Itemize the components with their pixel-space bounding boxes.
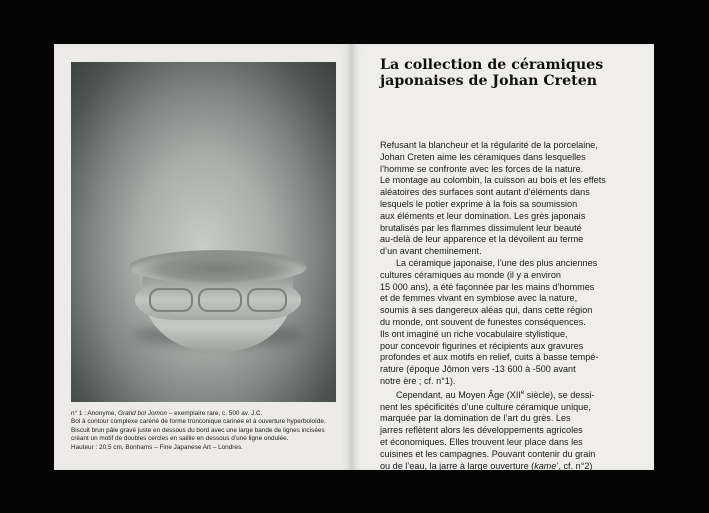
- photo-caption: [71, 410, 341, 452]
- caption-line: Hauteur : 20,5 cm, Bonhams – Fine Japanese Art – Londres.: [71, 443, 243, 451]
- bowl-photograph: [71, 62, 336, 402]
- bowl-motif: [247, 288, 287, 312]
- paragraph-1: Refusant la blancheur et la régularité de la porcelaine, Johan Creten aime les céramiques dans lesquelles l’homme se confronte avec les forces de la nature. Le montage au colombin, la cuisson au bois et les effets aléatoires des surfaces sont autant d’éléments dans lesquels le potier exprime à la fois sa soumission aux éléments et leur domination. Les grès japonais brutalisés par les flammes dissimulent leur beauté au-delà de leur apparence et la dévoilent au terme d’un avant cheminement.: [380, 140, 606, 257]
- caption-line: n° 1 : Anonyme, Grand bol Jomon – exemplaire rare, c. 500 av. J.C.: [71, 410, 263, 417]
- article-body: [380, 140, 642, 470]
- caption-line: Bol à contour complexe caréné de forme tronconique carinée et à ouverture hyperboloïde.: [71, 418, 326, 426]
- article-title: La collection de céramiques japonaises de Johan Creten: [380, 57, 604, 89]
- left-page: [54, 44, 352, 470]
- right-page: [352, 44, 654, 470]
- bowl-rim: [129, 250, 307, 284]
- paragraph-3: Cependant, au Moyen Âge (XIIe siècle), se dessi- nent les spécificités d’une culture céramique unique, marquée par la domination de l’art du grès. Les jarres reflètent alors les développements agricoles et économiques. Elles trouvent leur place dans les cuisines et les campagnes. Pouvant contenir du grain ou de l’eau, la jarre à large ouverture (kame’, cf. n°2): [380, 389, 596, 470]
- bowl-motif: [149, 288, 193, 312]
- caption-line: Biscuit brun pâle gravé juste en dessous du bord avec une large bande de lignes incisées: [71, 426, 325, 434]
- caption-line: créant un motif de doubles cercles en saillie en dessous d’une ligne ondulée.: [71, 435, 289, 443]
- paragraph-2: La céramique japonaise, l’une des plus anciennes cultures céramiques au monde (il y a environ 15 000 ans), a été façonnée par les mains d’hommes et de femmes vivant en symbiose avec la nature, soumis à ses dangereux aléas qui, dans cette région du monde, ont souvent de funestes conséquences. Ils ont imaginé un riche vocabulaire stylistique, pour concevoir figurines et récipients aux gravures profondes et aux motifs en relief, cuits à basse tempé- rature (époque Jômon vers -13 600 à -500 avant notre ère ; cf. n°1).: [380, 257, 599, 386]
- caption-artwork-title: Grand bol Jomon: [117, 410, 167, 417]
- bowl-motif: [198, 288, 242, 312]
